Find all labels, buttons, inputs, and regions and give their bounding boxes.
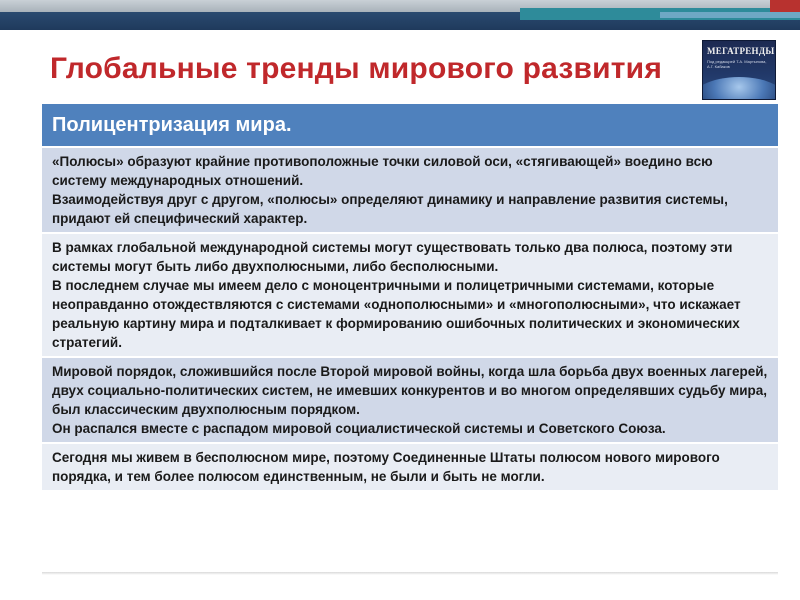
globe-icon [702, 77, 776, 100]
row-paragraph: Мировой порядок, сложившийся после Второй мировой войны, когда шла борьба двух военных лагерей, двух социально-политических систем, не имевших конкурентов и во многом определявших судьбу мира, был классическим двухполюсным порядком. [52, 364, 768, 417]
book-cover-image [702, 40, 776, 100]
band-red-stripe [770, 0, 800, 12]
book-cover-title: МЕГАТРЕНДЫ [707, 46, 775, 56]
row-paragraph: В последнем случае мы имеем дело с моноцентричными и полицетричными системами, которые неоправданно отождествляются с системами «однополюсными» и «многополюсными», что искажает реальную картину мира и подталкивает к формированию ошибочных политических и экономических стратегий. [52, 278, 741, 350]
book-cover-subtitle: Под редакцией Т.А. Мартынова, А.Г. Кабаков [707, 59, 767, 69]
table-row [42, 148, 778, 234]
table-header [42, 104, 778, 148]
row-paragraph: В рамках глобальной международной системы могут существовать только два полюса, поэтому эти системы могут быть либо двухполюсными, либо бесполюсными. [52, 240, 733, 274]
table-row [42, 234, 778, 358]
row-paragraph: Взаимодействуя друг с другом, «полюсы» определяют динамику и направление развития системы, придают ей специфический характер. [52, 192, 728, 226]
table-body [42, 148, 778, 492]
top-decorative-band [0, 0, 800, 30]
row-paragraph: Сегодня мы живем в бесполюсном мире, поэтому Соединенные Штаты полюсом нового мирового порядка, и тем более полюсом единственным, не были и быть не могли. [52, 450, 720, 484]
table-row [42, 358, 778, 444]
band-light-stripe [660, 12, 800, 18]
slide-title: Глобальные тренды мирового развития [50, 52, 663, 85]
row-paragraph: «Полюсы» образуют крайние противоположные точки силовой оси, «стягивающей» воедино всю систему международных отношений. [52, 154, 713, 188]
table-header-text: Полицентризация мира. [52, 113, 292, 136]
content-table [42, 104, 778, 492]
row-paragraph: Он распался вместе с распадом мировой социалистической системы и Советского Союза. [52, 421, 666, 436]
table-bottom-shadow [42, 572, 778, 575]
table-row [42, 444, 778, 492]
